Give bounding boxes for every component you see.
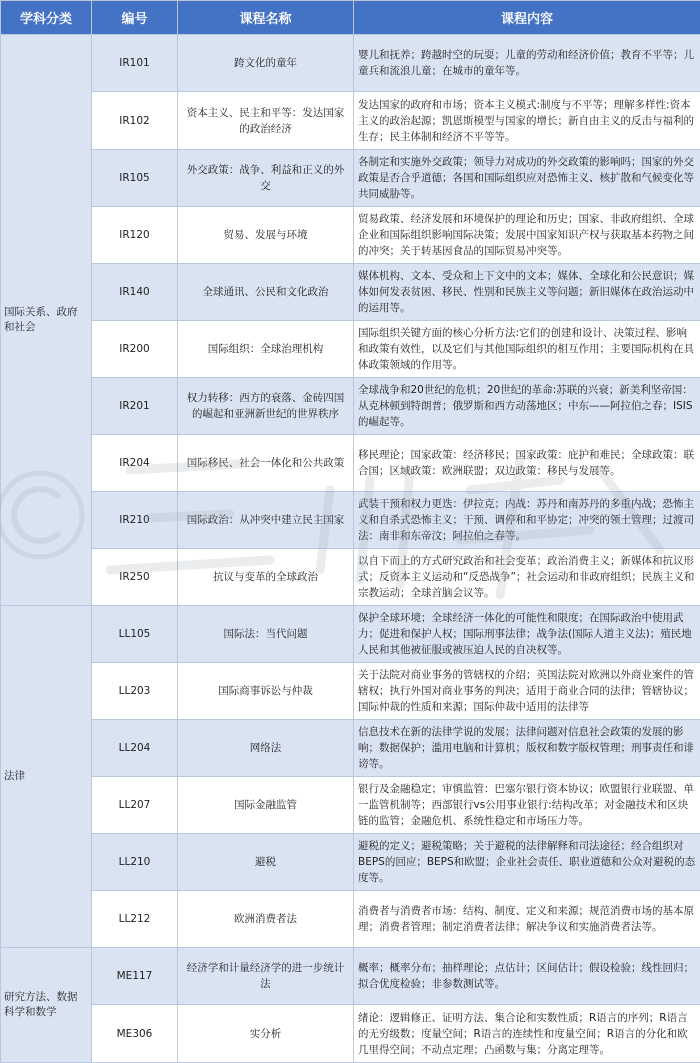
course-code-cell: IR200 [92,321,178,378]
course-name-cell: 外交政策：战争、利益和正义的外交 [178,150,354,207]
course-code-cell: IR101 [92,35,178,92]
table-row [1,321,700,378]
course-name-cell: 全球通讯、公民和文化政治 [178,264,354,321]
course-content-cell: 避税的定义；避税策略；关于避税的法律解释和司法途径；经合组织对BEPS的回应；BEPS和欧盟；企业社会责任、职业道德和公众对避税的态度等。 [354,834,700,891]
table-row [1,92,700,150]
course-content-cell: 婴儿和抚养；跨越时空的玩耍；儿童的劳动和经济价值；教育不平等；儿童兵和流浪儿童；在城市的童年等。 [354,35,700,92]
header-row [1,1,700,35]
course-content-cell: 移民理论；国家政策：经济移民；国家政策：庇护和难民；全球政策：联合国；区域政策：欧洲联盟；双边政策：移民与发展等。 [354,435,700,492]
course-code-cell: LL204 [92,720,178,777]
course-name-cell: 欧洲消费者法 [178,891,354,948]
table-row [1,35,700,92]
course-content-cell: 发达国家的政府和市场；资本主义模式:制度与不平等；理解多样性:资本主义的政治起源；凯恩斯模型与国家的增长；新自由主义的反击与福利的生存；民主体制和经济不平等等。 [354,92,700,150]
course-code-cell: IR102 [92,92,178,150]
table-row [1,834,700,891]
course-content-cell: 消费者与消费者市场：结构、制度、定义和来源；规范消费市场的基本原理；消费者管理；制定消费者法律；解决争议和实施消费者法等。 [354,891,700,948]
course-name-cell: 经济学和计量经济学的进一步统计法 [178,948,354,1005]
table-body [1,35,700,1063]
course-content-cell: 武装干预和权力更迭：伊拉克；内战：苏丹和南苏丹的多重内战；恐怖主义和自杀式恐怖主义；干预、调停和和平协定；冲突的领土管理；过渡司法：南非和东帝汶；阿拉伯之春等。 [354,492,700,549]
table-row [1,720,700,777]
category-cell: 国际关系、政府和社会 [1,35,92,606]
course-code-cell: IR105 [92,150,178,207]
course-code-cell: IR201 [92,378,178,435]
table-row [1,150,700,207]
table-row [1,777,700,834]
course-code-cell: LL105 [92,606,178,663]
course-name-cell: 避税 [178,834,354,891]
table-row [1,378,700,435]
course-content-cell: 关于法院对商业事务的管辖权的介绍；英国法院对欧洲以外商业案件的管辖权；执行外国对商业事务的判决；适用于商业合同的法律；管辖协议；国际仲裁的性质和来源；国际仲裁中适用的法律等 [354,663,700,720]
course-content-cell: 绪论：逻辑修正、证明方法、集合论和实数性质；R语言的序列；R语言的无穷级数；度量空间；R语言的连续性和度量空间；R语言的分化和欧几里得空间；不动点定理；凸函数与集；分离定理等。 [354,1005,700,1063]
course-name-cell: 网络法 [178,720,354,777]
header-content: 课程内容 [354,1,700,35]
header-name: 课程名称 [178,1,354,35]
course-code-cell: IR250 [92,549,178,606]
course-name-cell: 国际金融监管 [178,777,354,834]
course-name-cell: 抗议与变革的全球政治 [178,549,354,606]
table-row [1,264,700,321]
course-code-cell: ME117 [92,948,178,1005]
course-name-cell: 贸易、发展与环境 [178,207,354,264]
course-content-cell: 贸易政策、经济发展和环境保护的理论和历史；国家、非政府组织、全球企业和国际组织影响国际决策；发展中国家知识产权与获取基本药物之间的冲突；关于转基因食品的国际贸易冲突等。 [354,207,700,264]
course-content-cell: 媒体机构、文本、受众和上下文中的文本；媒体、全球化和公民意识；媒体如何发表贫困、移民、性别和民族主义等问题；新旧媒体在政治运动中的运用等。 [354,264,700,321]
table-row [1,207,700,264]
course-name-cell: 国际法：当代问题 [178,606,354,663]
course-name-cell: 国际组织：全球治理机构 [178,321,354,378]
course-content-cell: 信息技术在新的法律学说的发展；法律问题对信息社会政策的发展的影响；数据保护；滥用电脑和计算机；版权和数字版权管理；刑事责任和诽谤等。 [354,720,700,777]
table-row [1,1005,700,1063]
course-content-cell: 全球战争和20世纪的危机；20世纪的革命:苏联的兴衰；新美利坚帝国：从克林顿到特朗普；俄罗斯和西方动荡地区；中东——阿拉伯之春；ISIS的崛起等。 [354,378,700,435]
table-row [1,606,700,663]
course-name-cell: 国际商事诉讼与仲裁 [178,663,354,720]
course-code-cell: IR120 [92,207,178,264]
course-code-cell: IR210 [92,492,178,549]
course-content-cell: 国际组织关键方面的核心分析方法:它们的创建和设计、决策过程、影响和政策有效性，以及它们与其他国际组织的相互作用；主要国际机构在具体政策领域的作用等。 [354,321,700,378]
table-row [1,948,700,1005]
table-row [1,891,700,948]
table-row [1,549,700,606]
category-cell: 研究方法、数据科学和数学 [1,948,92,1063]
course-name-cell: 国际移民、社会一体化和公共政策 [178,435,354,492]
table-row [1,435,700,492]
course-code-cell: LL212 [92,891,178,948]
table-row [1,663,700,720]
course-code-cell: IR204 [92,435,178,492]
course-name-cell: 资本主义、民主和平等：发达国家的政治经济 [178,92,354,150]
course-name-cell: 权力转移：西方的衰落、金砖四国的崛起和亚洲新世纪的世界秩序 [178,378,354,435]
table-row [1,492,700,549]
course-code-cell: LL210 [92,834,178,891]
course-content-cell: 以自下而上的方式研究政治和社会变革；政治消费主义；新媒体和抗议形式；反资本主义运动和“反恐战争”；社会运动和非政府组织；民族主义和宗教运动；全球首脑会议等。 [354,549,700,606]
course-code-cell: IR140 [92,264,178,321]
course-name-cell: 跨文化的童年 [178,35,354,92]
course-name-cell: 实分析 [178,1005,354,1063]
course-content-cell: 银行及金融稳定；审慎监管：巴塞尔银行资本协议；欧盟银行业联盟、单一监管机制等；西部银行vs公用事业银行:结构改革；对金融技术和区块链的监管；金融危机、系统性稳定和市场压力等。 [354,777,700,834]
course-content-cell: 各制定和实施外交政策；领导力对成功的外交政策的影响吗；国家的外交政策是否合乎道德；各国和国际组织应对恐怖主义、核扩散和气候变化等共同威胁等。 [354,150,700,207]
course-content-cell: 概率；概率分布；抽样理论；点估计；区间估计；假设检验；线性回归；拟合优度检验；非参数测试等。 [354,948,700,1005]
course-code-cell: LL207 [92,777,178,834]
course-name-cell: 国际政治：从冲突中建立民主国家 [178,492,354,549]
course-code-cell: ME306 [92,1005,178,1063]
header-category: 学科分类 [1,1,92,35]
category-cell: 法律 [1,606,92,948]
course-code-cell: LL203 [92,663,178,720]
header-code: 编号 [92,1,178,35]
course-content-cell: 保护全球环境；全球经济一体化的可能性和限度；在国际政治中使用武力；促进和保护人权；国际刑事法律；战争法(国际人道主义法)；殖民地人民和其他被征服或被压迫人民的自决权等。 [354,606,700,663]
